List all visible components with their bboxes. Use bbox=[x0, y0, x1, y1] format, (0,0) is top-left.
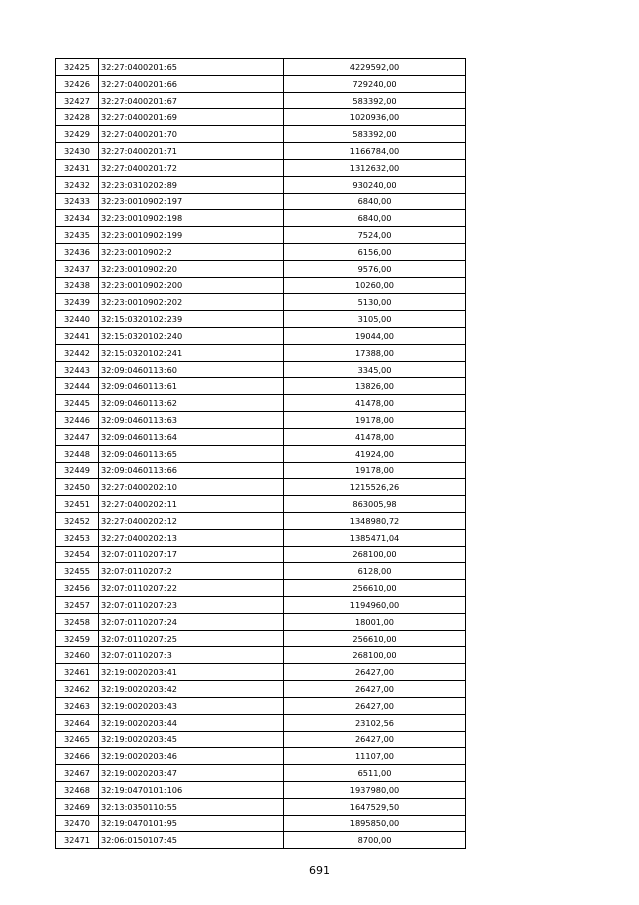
value-cell: 6511,00 bbox=[284, 765, 466, 782]
table-row bbox=[56, 210, 466, 227]
value-cell: 17388,00 bbox=[284, 344, 466, 361]
cadastral-number-cell: 32:27:0400202:13 bbox=[99, 529, 284, 546]
table-row bbox=[56, 731, 466, 748]
value-cell: 7524,00 bbox=[284, 227, 466, 244]
row-number-cell: 32471 bbox=[56, 832, 99, 849]
value-cell: 1312632,00 bbox=[284, 159, 466, 176]
cadastral-number-cell: 32:09:0460113:66 bbox=[99, 462, 284, 479]
row-number-cell: 32435 bbox=[56, 227, 99, 244]
cadastral-number-cell: 32:19:0020203:43 bbox=[99, 697, 284, 714]
cadastral-number-cell: 32:13:0350110:55 bbox=[99, 798, 284, 815]
value-cell: 18001,00 bbox=[284, 613, 466, 630]
value-cell: 1348980,72 bbox=[284, 512, 466, 529]
table-row bbox=[56, 832, 466, 849]
cadastral-number-cell: 32:27:0400201:70 bbox=[99, 126, 284, 143]
value-cell: 863005,98 bbox=[284, 496, 466, 513]
cadastral-number-cell: 32:07:0110207:17 bbox=[99, 546, 284, 563]
value-cell: 41478,00 bbox=[284, 428, 466, 445]
table-row bbox=[56, 311, 466, 328]
row-number-cell: 32433 bbox=[56, 193, 99, 210]
value-cell: 583392,00 bbox=[284, 126, 466, 143]
row-number-cell: 32443 bbox=[56, 361, 99, 378]
row-number-cell: 32434 bbox=[56, 210, 99, 227]
cadastral-number-cell: 32:09:0460113:61 bbox=[99, 378, 284, 395]
table-row bbox=[56, 126, 466, 143]
cadastral-number-cell: 32:27:0400201:69 bbox=[99, 109, 284, 126]
value-cell: 6128,00 bbox=[284, 563, 466, 580]
row-number-cell: 32465 bbox=[56, 731, 99, 748]
cadastral-number-cell: 32:23:0010902:202 bbox=[99, 294, 284, 311]
row-number-cell: 32464 bbox=[56, 714, 99, 731]
cadastral-number-cell: 32:07:0110207:25 bbox=[99, 630, 284, 647]
value-cell: 9576,00 bbox=[284, 260, 466, 277]
table-row bbox=[56, 328, 466, 345]
cadastral-number-cell: 32:09:0460113:63 bbox=[99, 412, 284, 429]
row-number-cell: 32447 bbox=[56, 428, 99, 445]
table-row bbox=[56, 193, 466, 210]
row-number-cell: 32458 bbox=[56, 613, 99, 630]
cadastral-number-cell: 32:07:0110207:23 bbox=[99, 597, 284, 614]
cadastral-number-cell: 32:23:0310202:89 bbox=[99, 176, 284, 193]
row-number-cell: 32427 bbox=[56, 92, 99, 109]
table-row bbox=[56, 92, 466, 109]
table-row bbox=[56, 496, 466, 513]
row-number-cell: 32459 bbox=[56, 630, 99, 647]
table-row bbox=[56, 765, 466, 782]
value-cell: 930240,00 bbox=[284, 176, 466, 193]
table-row bbox=[56, 815, 466, 832]
row-number-cell: 32469 bbox=[56, 798, 99, 815]
row-number-cell: 32470 bbox=[56, 815, 99, 832]
cadastral-number-cell: 32:27:0400202:11 bbox=[99, 496, 284, 513]
data-table bbox=[55, 58, 466, 849]
row-number-cell: 32439 bbox=[56, 294, 99, 311]
table-row bbox=[56, 714, 466, 731]
row-number-cell: 32455 bbox=[56, 563, 99, 580]
table-row bbox=[56, 361, 466, 378]
table-row bbox=[56, 428, 466, 445]
row-number-cell: 32462 bbox=[56, 681, 99, 698]
value-cell: 4229592,00 bbox=[284, 59, 466, 76]
value-cell: 41924,00 bbox=[284, 445, 466, 462]
cadastral-number-cell: 32:23:0010902:200 bbox=[99, 277, 284, 294]
value-cell: 8700,00 bbox=[284, 832, 466, 849]
table-row bbox=[56, 395, 466, 412]
cadastral-number-cell: 32:27:0400201:67 bbox=[99, 92, 284, 109]
value-cell: 1166784,00 bbox=[284, 143, 466, 160]
value-cell: 729240,00 bbox=[284, 75, 466, 92]
cadastral-number-cell: 32:15:0320102:241 bbox=[99, 344, 284, 361]
cadastral-number-cell: 32:27:0400201:72 bbox=[99, 159, 284, 176]
row-number-cell: 32460 bbox=[56, 647, 99, 664]
value-cell: 256610,00 bbox=[284, 580, 466, 597]
table-row bbox=[56, 798, 466, 815]
cadastral-number-cell: 32:06:0150107:45 bbox=[99, 832, 284, 849]
value-cell: 13826,00 bbox=[284, 378, 466, 395]
cadastral-number-cell: 32:23:0010902:2 bbox=[99, 243, 284, 260]
value-cell: 26427,00 bbox=[284, 731, 466, 748]
value-cell: 1937980,00 bbox=[284, 781, 466, 798]
table-row bbox=[56, 630, 466, 647]
row-number-cell: 32452 bbox=[56, 512, 99, 529]
cadastral-number-cell: 32:09:0460113:64 bbox=[99, 428, 284, 445]
value-cell: 583392,00 bbox=[284, 92, 466, 109]
table-row bbox=[56, 512, 466, 529]
cadastral-number-cell: 32:15:0320102:239 bbox=[99, 311, 284, 328]
table-row bbox=[56, 412, 466, 429]
cadastral-number-cell: 32:19:0470101:106 bbox=[99, 781, 284, 798]
row-number-cell: 32440 bbox=[56, 311, 99, 328]
value-cell: 26427,00 bbox=[284, 681, 466, 698]
table-row bbox=[56, 75, 466, 92]
table-row bbox=[56, 176, 466, 193]
row-number-cell: 32451 bbox=[56, 496, 99, 513]
table-row bbox=[56, 277, 466, 294]
row-number-cell: 32432 bbox=[56, 176, 99, 193]
row-number-cell: 32431 bbox=[56, 159, 99, 176]
row-number-cell: 32453 bbox=[56, 529, 99, 546]
table-row bbox=[56, 227, 466, 244]
row-number-cell: 32437 bbox=[56, 260, 99, 277]
table-row bbox=[56, 529, 466, 546]
value-cell: 26427,00 bbox=[284, 697, 466, 714]
row-number-cell: 32430 bbox=[56, 143, 99, 160]
value-cell: 5130,00 bbox=[284, 294, 466, 311]
cadastral-number-cell: 32:19:0020203:42 bbox=[99, 681, 284, 698]
value-cell: 1647529,50 bbox=[284, 798, 466, 815]
row-number-cell: 32466 bbox=[56, 748, 99, 765]
table-row bbox=[56, 597, 466, 614]
value-cell: 268100,00 bbox=[284, 546, 466, 563]
value-cell: 3345,00 bbox=[284, 361, 466, 378]
cadastral-number-cell: 32:19:0020203:47 bbox=[99, 765, 284, 782]
table-row bbox=[56, 260, 466, 277]
cadastral-number-cell: 32:27:0400201:71 bbox=[99, 143, 284, 160]
value-cell: 256610,00 bbox=[284, 630, 466, 647]
row-number-cell: 32457 bbox=[56, 597, 99, 614]
value-cell: 11107,00 bbox=[284, 748, 466, 765]
cadastral-number-cell: 32:07:0110207:3 bbox=[99, 647, 284, 664]
table-body bbox=[56, 59, 466, 849]
table-row bbox=[56, 243, 466, 260]
table-row bbox=[56, 59, 466, 76]
row-number-cell: 32448 bbox=[56, 445, 99, 462]
value-cell: 1020936,00 bbox=[284, 109, 466, 126]
cadastral-number-cell: 32:27:0400202:12 bbox=[99, 512, 284, 529]
value-cell: 1895850,00 bbox=[284, 815, 466, 832]
table-row bbox=[56, 781, 466, 798]
value-cell: 19178,00 bbox=[284, 412, 466, 429]
row-number-cell: 32444 bbox=[56, 378, 99, 395]
value-cell: 1194960,00 bbox=[284, 597, 466, 614]
cadastral-number-cell: 32:19:0020203:44 bbox=[99, 714, 284, 731]
cadastral-number-cell: 32:09:0460113:62 bbox=[99, 395, 284, 412]
table-row bbox=[56, 344, 466, 361]
row-number-cell: 32446 bbox=[56, 412, 99, 429]
table-row bbox=[56, 159, 466, 176]
table-row bbox=[56, 479, 466, 496]
table-row bbox=[56, 647, 466, 664]
row-number-cell: 32436 bbox=[56, 243, 99, 260]
table-row bbox=[56, 580, 466, 597]
value-cell: 19044,00 bbox=[284, 328, 466, 345]
row-number-cell: 32445 bbox=[56, 395, 99, 412]
table-row bbox=[56, 613, 466, 630]
value-cell: 1385471,04 bbox=[284, 529, 466, 546]
value-cell: 41478,00 bbox=[284, 395, 466, 412]
row-number-cell: 32441 bbox=[56, 328, 99, 345]
table-row bbox=[56, 546, 466, 563]
cadastral-number-cell: 32:19:0020203:46 bbox=[99, 748, 284, 765]
cadastral-number-cell: 32:07:0110207:2 bbox=[99, 563, 284, 580]
row-number-cell: 32467 bbox=[56, 765, 99, 782]
table-row bbox=[56, 563, 466, 580]
table-row bbox=[56, 697, 466, 714]
row-number-cell: 32449 bbox=[56, 462, 99, 479]
cadastral-number-cell: 32:27:0400202:10 bbox=[99, 479, 284, 496]
value-cell: 3105,00 bbox=[284, 311, 466, 328]
cadastral-number-cell: 32:23:0010902:199 bbox=[99, 227, 284, 244]
value-cell: 26427,00 bbox=[284, 664, 466, 681]
value-cell: 6156,00 bbox=[284, 243, 466, 260]
value-cell: 1215526,26 bbox=[284, 479, 466, 496]
value-cell: 6840,00 bbox=[284, 193, 466, 210]
cadastral-number-cell: 32:19:0020203:45 bbox=[99, 731, 284, 748]
cadastral-number-cell: 32:19:0020203:41 bbox=[99, 664, 284, 681]
row-number-cell: 32454 bbox=[56, 546, 99, 563]
row-number-cell: 32442 bbox=[56, 344, 99, 361]
value-cell: 19178,00 bbox=[284, 462, 466, 479]
row-number-cell: 32450 bbox=[56, 479, 99, 496]
row-number-cell: 32425 bbox=[56, 59, 99, 76]
cadastral-number-cell: 32:09:0460113:65 bbox=[99, 445, 284, 462]
row-number-cell: 32426 bbox=[56, 75, 99, 92]
row-number-cell: 32463 bbox=[56, 697, 99, 714]
row-number-cell: 32438 bbox=[56, 277, 99, 294]
row-number-cell: 32461 bbox=[56, 664, 99, 681]
row-number-cell: 32428 bbox=[56, 109, 99, 126]
page-number: 691 bbox=[309, 864, 330, 877]
cadastral-number-cell: 32:27:0400201:65 bbox=[99, 59, 284, 76]
table-row bbox=[56, 445, 466, 462]
table-row bbox=[56, 664, 466, 681]
table-row bbox=[56, 681, 466, 698]
row-number-cell: 32429 bbox=[56, 126, 99, 143]
table-row bbox=[56, 143, 466, 160]
cadastral-number-cell: 32:23:0010902:20 bbox=[99, 260, 284, 277]
cadastral-number-cell: 32:07:0110207:22 bbox=[99, 580, 284, 597]
table-row bbox=[56, 748, 466, 765]
table-row bbox=[56, 109, 466, 126]
table-row bbox=[56, 462, 466, 479]
row-number-cell: 32456 bbox=[56, 580, 99, 597]
table-row bbox=[56, 378, 466, 395]
value-cell: 268100,00 bbox=[284, 647, 466, 664]
value-cell: 23102,56 bbox=[284, 714, 466, 731]
row-number-cell: 32468 bbox=[56, 781, 99, 798]
cadastral-number-cell: 32:23:0010902:197 bbox=[99, 193, 284, 210]
value-cell: 6840,00 bbox=[284, 210, 466, 227]
cadastral-number-cell: 32:19:0470101:95 bbox=[99, 815, 284, 832]
value-cell: 10260,00 bbox=[284, 277, 466, 294]
cadastral-number-cell: 32:23:0010902:198 bbox=[99, 210, 284, 227]
cadastral-number-cell: 32:27:0400201:66 bbox=[99, 75, 284, 92]
cadastral-number-cell: 32:15:0320102:240 bbox=[99, 328, 284, 345]
table-row bbox=[56, 294, 466, 311]
cadastral-number-cell: 32:07:0110207:24 bbox=[99, 613, 284, 630]
cadastral-number-cell: 32:09:0460113:60 bbox=[99, 361, 284, 378]
